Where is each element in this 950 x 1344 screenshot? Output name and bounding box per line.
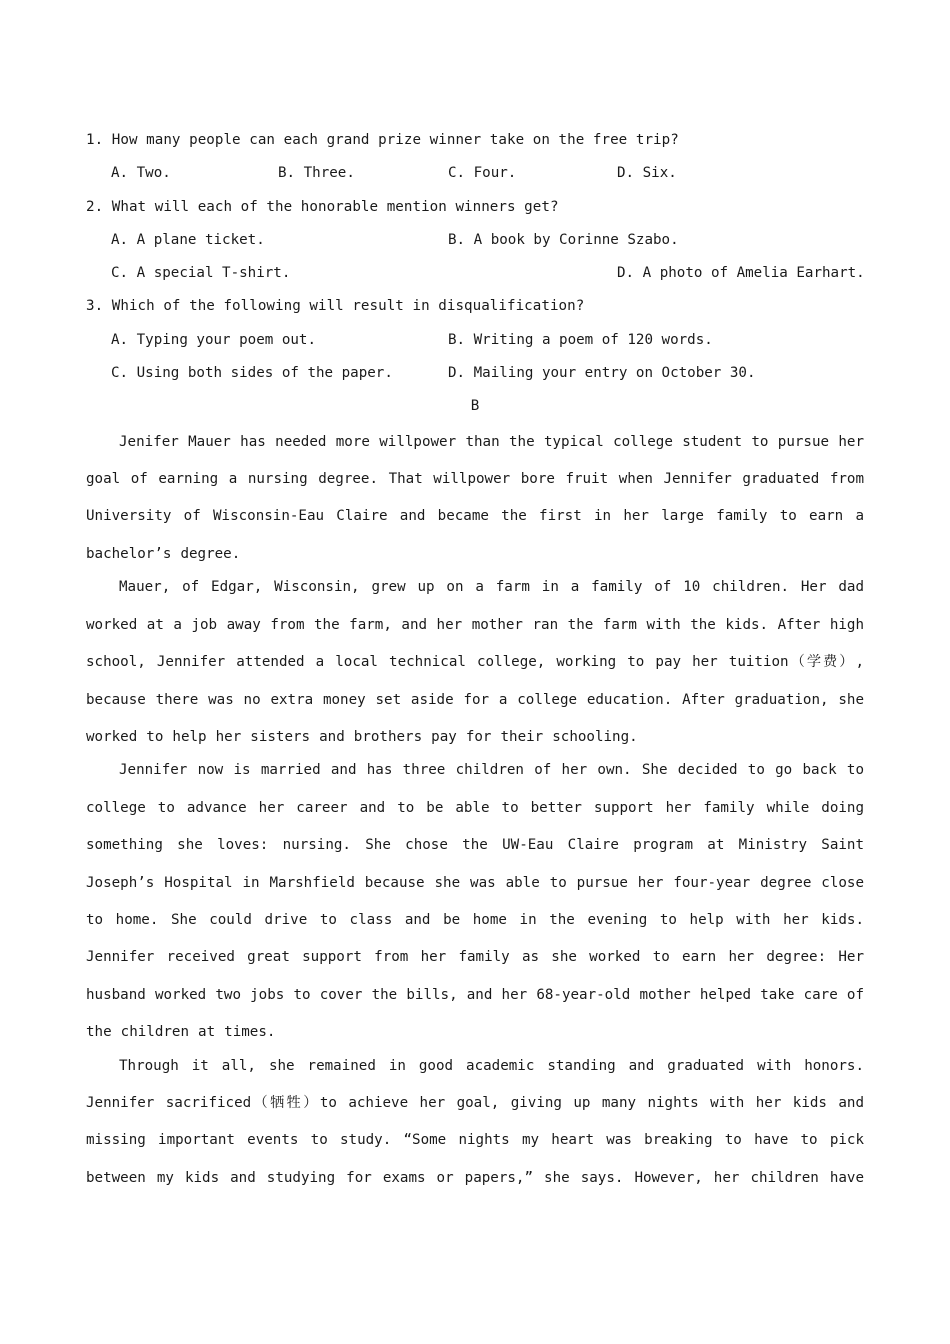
question-2-options-row-2 xyxy=(86,257,864,290)
question-2-option-c[interactable]: C. A special T-shirt. xyxy=(111,265,291,282)
question-2-options-row-1 xyxy=(86,224,864,257)
question-1-option-b[interactable]: B. Three. xyxy=(278,165,355,182)
question-3-options-row-2 xyxy=(86,357,864,390)
question-1-option-d[interactable]: D. Six. xyxy=(617,165,677,182)
question-3-option-d[interactable]: D. Mailing your entry on October 30. xyxy=(448,365,756,382)
question-1-option-a[interactable]: A. Two. xyxy=(111,165,171,182)
question-2-stem: 2. What will each of the honorable mention winners get? xyxy=(86,198,559,215)
section-b-title: B xyxy=(470,398,480,415)
question-3-option-a[interactable]: A. Typing your poem out. xyxy=(111,331,316,348)
question-3-options-row-1 xyxy=(86,324,864,357)
question-2-option-d[interactable]: D. A photo of Amelia Earhart. xyxy=(617,265,865,282)
section-b-paragraph-4: Through it all, she remained in good academic standing and graduated with honors. Jennifer sacrificed（牺牲）to achieve her goal, giving up many nights with her kids and missing important events to study. “Some nights my heart was breaking to have to pick between my kids and studying for exams or papers,” she says. However, her children have xyxy=(86,1057,864,1186)
question-1-options xyxy=(86,157,864,190)
exam-page xyxy=(86,124,864,1197)
question-3-option-c[interactable]: C. Using both sides of the paper. xyxy=(111,365,393,382)
section-b-paragraph-3: Jennifer now is married and has three children of her own. She decided to go back to college to advance her career and to be able to better support her family while doing something she loves: nursing. She chose the UW-Eau Claire program at Ministry Saint Joseph’s Hospital in Marshfield because she was able to pursue her four-year degree close to home. She could drive to class and be home in the evening to help with her kids. Jennifer received great support from her family as she worked to earn her degree: Her husband worked two jobs to cover the bills, and her 68-year-old mother helped take care of the children at times. xyxy=(86,762,864,1041)
question-1-option-c[interactable]: C. Four. xyxy=(448,165,517,182)
question-3-option-b[interactable]: B. Writing a poem of 120 words. xyxy=(448,331,713,348)
question-2-option-b[interactable]: B. A book by Corinne Szabo. xyxy=(448,231,679,248)
question-1-stem: 1. How many people can each grand prize winner take on the free trip? xyxy=(86,132,679,148)
question-3-stem: 3. Which of the following will result in disqualification? xyxy=(86,298,585,315)
section-b-paragraph-2: Mauer, of Edgar, Wisconsin, grew up on a farm in a family of 10 children. Her dad worked at a job away from the farm, and her mother ran the farm with the kids. After high school, Jennifer attended a local technical college, working to pay her tuition（学费）, because there was no extra money set aside for a college education. After graduation, she worked to help her sisters and brothers pay for their schooling. xyxy=(86,579,864,745)
section-b-paragraph-1: Jenifer Mauer has needed more willpower than the typical college student to pursue her goal of earning a nursing degree. That willpower bore fruit when Jennifer graduated from University of Wisconsin-Eau Claire and became the first in her large family to earn a bachelor’s degree. xyxy=(86,433,864,562)
question-2-option-a[interactable]: A. A plane ticket. xyxy=(111,231,265,248)
